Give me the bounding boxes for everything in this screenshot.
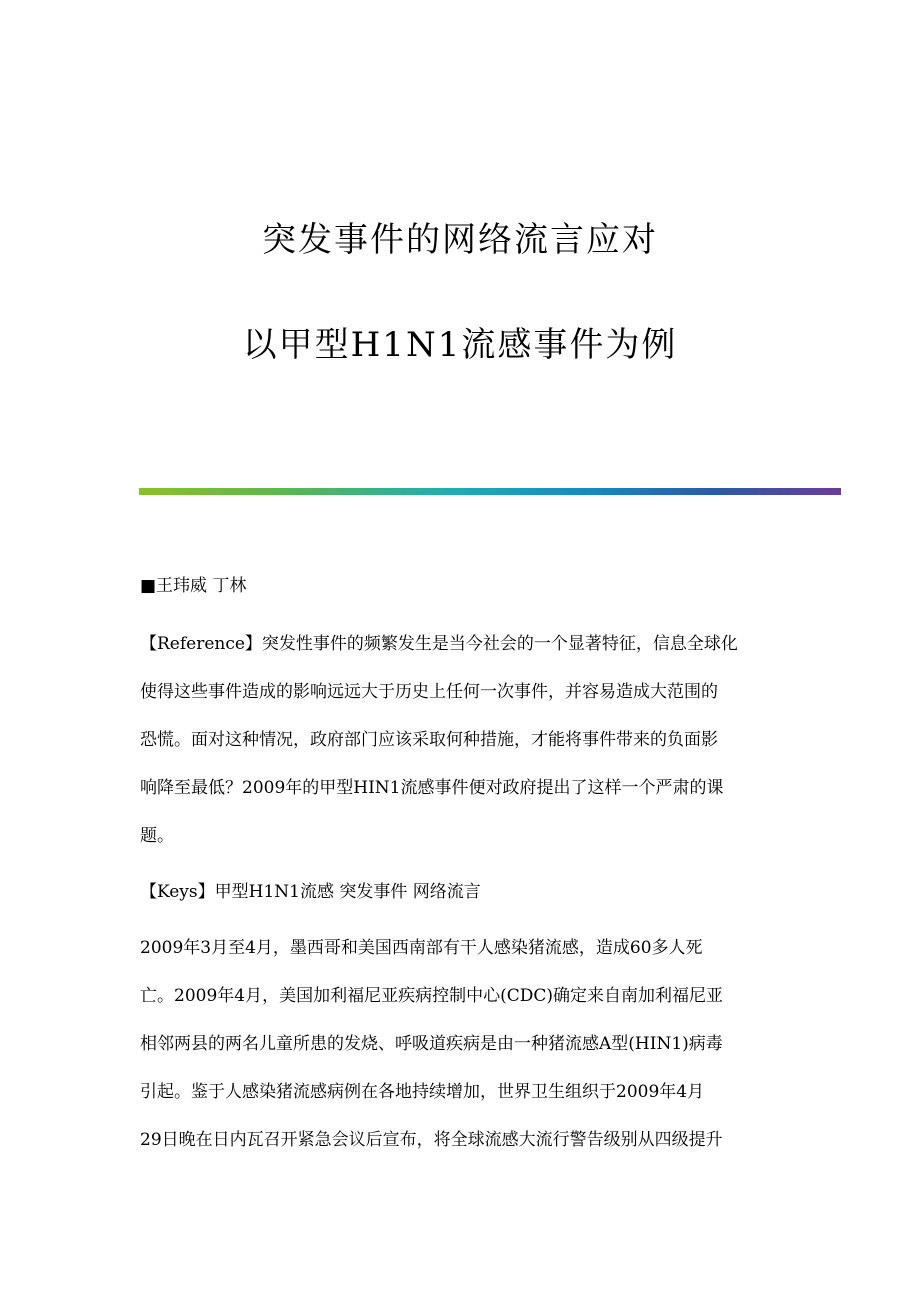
- keywords-line: [140, 868, 780, 916]
- body-line: 亡。2009年4月，美国加利福尼亚疾病控制中心(CDC)确定来自南加利福尼亚: [140, 986, 723, 1006]
- body-line: 2009年3月至4月，墨西哥和美国西南部有干人感染猪流感，造成60多人死: [140, 938, 703, 958]
- document-title: 突发事件的网络流言应对: [262, 220, 658, 260]
- gradient-divider: [139, 488, 841, 495]
- authors-line: [140, 562, 780, 610]
- authors-text: ■王玮威 丁林: [140, 576, 247, 596]
- abstract-line: 恐慌。面对这种情况，政府部门应该采取何种措施，才能将事件带来的负面影: [140, 730, 718, 750]
- body-line: 相邻两县的两名儿童所患的发烧、呼吸道疾病是由一种猪流感A型(HIN1)病毒: [140, 1034, 723, 1054]
- abstract-line: 【Reference】突发性事件的频繁发生是当今社会的一个显著特征，信息全球化: [140, 634, 738, 654]
- abstract-line: 题。: [140, 826, 174, 846]
- keywords-text: 【Keys】甲型H1N1流感 突发事件 网络流言: [140, 882, 481, 902]
- abstract-line: 使得这些事件造成的影响远远大于历史上任何一次事件，并容易造成大范围的: [140, 682, 718, 702]
- body-paragraph: [140, 924, 780, 1164]
- abstract-paragraph: [140, 620, 780, 860]
- body-line: 引起。鉴于人感染猪流感病例在各地持续增加，世界卫生组织于2009年4月: [140, 1082, 705, 1102]
- abstract-line: 响降至最低？2009年的甲型HIN1流感事件便对政府提出了这样一个严肃的课: [140, 778, 724, 798]
- document-subtitle: 以甲型H1N1流感事件为例: [242, 325, 678, 365]
- body-line: 29日晚在日内瓦召开紧急会议后宣布，将全球流感大流行警告级别从四级提升: [140, 1130, 723, 1150]
